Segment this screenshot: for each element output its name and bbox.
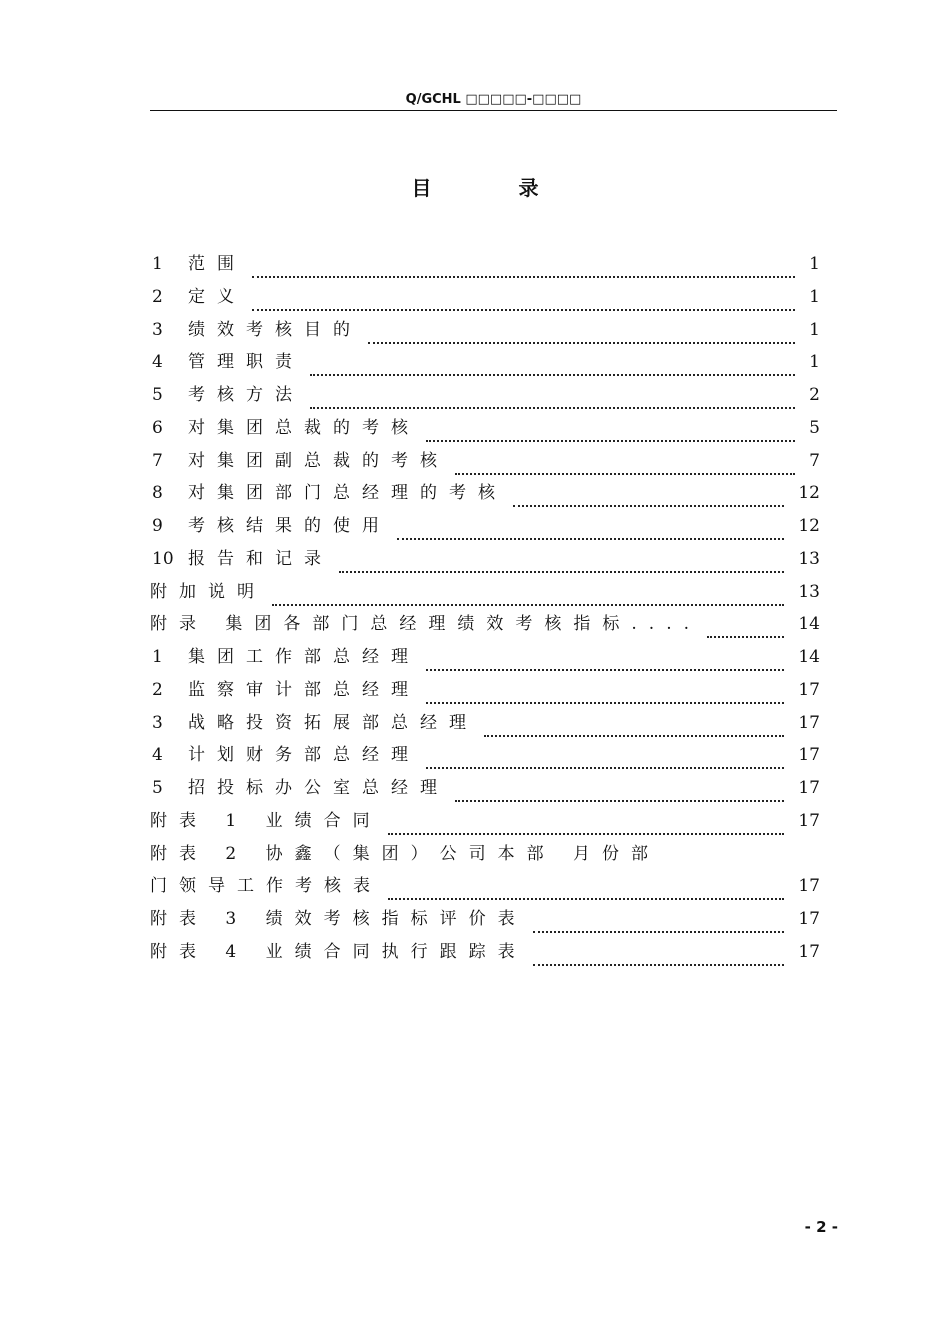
toc-entry[interactable] xyxy=(150,346,830,379)
toc-entry-page: 17 xyxy=(798,745,820,766)
toc-entry[interactable] xyxy=(150,477,830,510)
toc-entry-page: 1 xyxy=(809,352,820,373)
toc-entry-title: 附表 2 协鑫（集团）公司本部 月份部 xyxy=(150,843,661,864)
dot-leader xyxy=(272,590,784,606)
toc-entry-title: 附表 4 业绩合同执行跟踪表 xyxy=(150,941,527,962)
page-header xyxy=(150,90,837,111)
toc-entry-page: 17 xyxy=(798,941,820,962)
toc-entry[interactable] xyxy=(150,838,830,871)
toc-entry-page: 5 xyxy=(809,417,820,438)
toc-entry-number: 10 xyxy=(152,548,174,569)
toc-entry-page: 12 xyxy=(798,516,820,536)
toc-entry-title: 门领导工作考核表 xyxy=(150,876,382,897)
toc-entry[interactable] xyxy=(150,281,830,314)
toc-entry-title: 附表 1 业绩合同 xyxy=(150,810,382,831)
toc-entry-page: 1 xyxy=(809,319,820,340)
toc-entry-number: 1 xyxy=(152,254,163,274)
toc-entry-page: 2 xyxy=(809,385,820,405)
dot-leader xyxy=(426,655,784,671)
toc-entry-page: 17 xyxy=(798,810,820,831)
dot-leader xyxy=(533,917,784,933)
toc-entry[interactable] xyxy=(150,739,830,772)
toc-entry-number: 5 xyxy=(152,778,163,798)
toc-entry-number: 2 xyxy=(152,286,163,307)
toc-entry[interactable] xyxy=(150,510,830,543)
dot-leader xyxy=(426,753,784,769)
dot-leader xyxy=(397,524,784,540)
toc-entry-page: 17 xyxy=(798,909,820,929)
dot-leader xyxy=(252,295,795,311)
toc-entry[interactable] xyxy=(150,805,830,838)
toc-entry-number: 8 xyxy=(152,483,163,504)
toc-entry[interactable] xyxy=(150,707,830,740)
toc-entry-number: 3 xyxy=(152,712,163,733)
dot-leader xyxy=(455,459,795,475)
toc-entry-title: 附录 集团各部门总经理绩效考核指标.... xyxy=(150,614,702,635)
toc-entry[interactable] xyxy=(150,445,830,478)
toc-entry-number: 9 xyxy=(152,516,163,536)
dot-leader xyxy=(484,721,784,737)
toc-entry-title: 计划财务部总经理 xyxy=(188,745,420,766)
toc-entry-title: 附加说明 xyxy=(150,581,266,602)
toc-entry-page: 1 xyxy=(809,286,820,307)
toc-entry-title: 绩效考核目的 xyxy=(188,319,362,340)
toc-entry-title: 集团工作部总经理 xyxy=(188,647,420,667)
toc-entry-number: 1 xyxy=(152,647,163,667)
header-text: Q/GCHL □□□□□-□□□□ xyxy=(405,92,582,107)
page-number: - 2 - xyxy=(804,1218,838,1236)
toc-entry-page: 12 xyxy=(798,483,820,504)
toc-entry-title: 对集团副总裁的考核 xyxy=(188,450,449,471)
toc-entry-page: 13 xyxy=(798,581,820,602)
toc-entry-page: 17 xyxy=(798,712,820,733)
toc-entry-number: 6 xyxy=(152,417,163,438)
toc-entry[interactable] xyxy=(150,379,830,412)
toc-entry-page: 17 xyxy=(798,778,820,798)
dot-leader xyxy=(388,884,784,900)
toc-entry[interactable] xyxy=(150,641,830,674)
toc-entry[interactable] xyxy=(150,772,830,805)
toc-entry[interactable] xyxy=(150,314,830,347)
toc-entry-title: 考核结果的使用 xyxy=(188,516,391,536)
toc-entry[interactable] xyxy=(150,543,830,576)
toc-entry[interactable] xyxy=(150,903,830,936)
toc-entry-number: 2 xyxy=(152,679,163,700)
toc-entry-page: 13 xyxy=(798,548,820,569)
toc-entry-title: 对集团总裁的考核 xyxy=(188,417,420,438)
toc-entry-title: 管理职责 xyxy=(188,352,304,373)
toc-entry-number: 7 xyxy=(152,450,163,471)
toc-entry[interactable] xyxy=(150,576,830,609)
toc-entry[interactable] xyxy=(150,870,830,903)
dot-leader xyxy=(252,262,795,278)
toc-entry-title: 报告和记录 xyxy=(188,548,333,569)
dot-leader xyxy=(388,819,784,835)
dot-leader xyxy=(310,393,795,409)
toc-entry-number: 4 xyxy=(152,745,163,766)
toc-entry-title: 战略投资拓展部总经理 xyxy=(188,712,478,733)
toc-entry-number: 5 xyxy=(152,385,163,405)
toc-entry[interactable] xyxy=(150,412,830,445)
toc-entry[interactable] xyxy=(150,674,830,707)
dot-leader xyxy=(513,491,784,507)
dot-leader xyxy=(368,328,795,344)
dot-leader xyxy=(426,688,784,704)
toc-entry-title: 附表 3 绩效考核指标评价表 xyxy=(150,909,527,929)
toc-entry-number: 4 xyxy=(152,352,163,373)
table-of-contents xyxy=(150,248,830,969)
dot-leader xyxy=(707,622,784,638)
toc-entry[interactable] xyxy=(150,608,830,641)
toc-entry-title: 定义 xyxy=(188,286,246,307)
toc-entry-title: 范围 xyxy=(188,254,246,274)
toc-entry-page: 1 xyxy=(809,254,820,274)
toc-entry-title: 对集团部门总经理的考核 xyxy=(188,483,507,504)
dot-leader xyxy=(310,360,795,376)
dot-leader xyxy=(455,786,784,802)
toc-title: 目 录 xyxy=(411,176,579,200)
toc-entry-page: 7 xyxy=(809,450,820,471)
toc-entry[interactable] xyxy=(150,248,830,281)
toc-entry-page: 14 xyxy=(798,614,820,635)
toc-entry-page: 14 xyxy=(798,647,820,667)
toc-entry-title: 招投标办公室总经理 xyxy=(188,778,449,798)
toc-entry-number: 3 xyxy=(152,319,163,340)
toc-entry-page: 17 xyxy=(798,876,820,897)
dot-leader xyxy=(339,557,784,573)
toc-entry-title: 考核方法 xyxy=(188,385,304,405)
toc-entry-page: 17 xyxy=(798,679,820,700)
toc-entry-title: 监察审计部总经理 xyxy=(188,679,420,700)
toc-entry[interactable] xyxy=(150,936,830,969)
dot-leader xyxy=(426,426,795,442)
dot-leader xyxy=(533,950,784,966)
